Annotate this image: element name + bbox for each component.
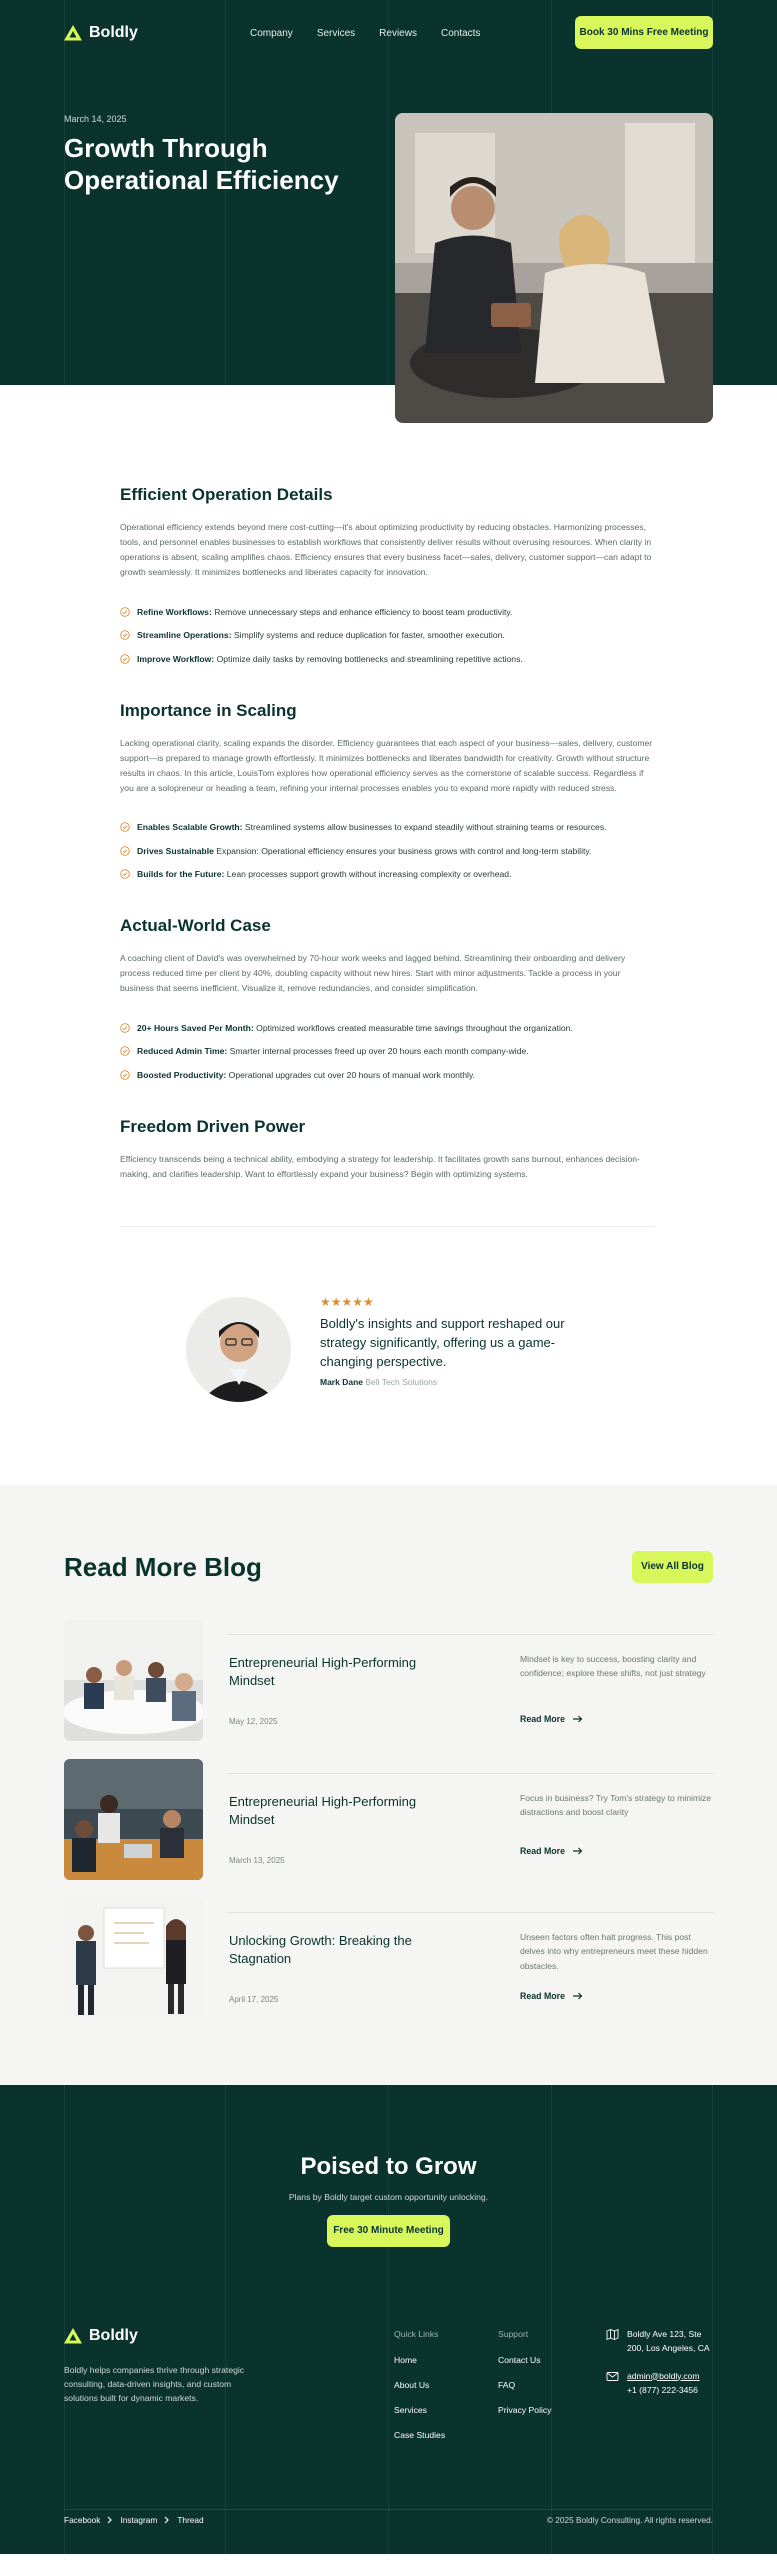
author-name: Mark Dane	[320, 1376, 363, 1387]
navbar	[64, 16, 713, 50]
check-circle-icon	[120, 1070, 130, 1080]
post-image	[64, 1759, 203, 1880]
list-item	[120, 1016, 654, 1040]
quick-links-title: Quick Links	[394, 2328, 439, 2339]
post-date: April 17, 2025	[229, 1994, 279, 2004]
list-item	[120, 1040, 654, 1064]
footer-phone: +1 (877) 222-3456	[627, 2384, 698, 2395]
footer-link-home[interactable]: Home	[394, 2354, 417, 2365]
nav-link-reviews[interactable]: Reviews	[379, 27, 417, 39]
blog-post[interactable]	[64, 1759, 713, 1880]
address-line-1: Boldly Ave 123, Ste	[627, 2328, 702, 2339]
nav-links	[250, 28, 480, 39]
cta-subtitle: Plans by Boldly target custom opportunity unlocking.	[288, 2191, 489, 2202]
hero-date: March 14, 2025	[64, 114, 127, 124]
author-company: Bell Tech Solutions	[365, 1376, 438, 1387]
section-heading: Importance in Scaling	[120, 700, 297, 720]
footer	[0, 2085, 777, 2554]
bullet-label: Boosted Productivity:	[137, 1069, 227, 1080]
list-item	[120, 1063, 654, 1087]
nav-link-contacts[interactable]: Contacts	[440, 27, 481, 39]
check-circle-icon	[120, 1046, 130, 1056]
check-circle-icon	[120, 869, 130, 879]
section-body: Lacking operational clarity, scaling expands the disorder. Efficiency guarantees that each aspect of your business—sales, delivery, customer support—is prepared to manage growth effortlessly. It minimizes bottlenecks and liberates bandwidth for creativity. Growth without structure results in chaos. In this article, LouisTom explores how operational efficiency serves as the cornerstone of scalable success. Regardless if you are a solopreneur or heading a team, refining your internal processes enables you to expand more rapidly with reduced stress.	[120, 737, 653, 793]
bullet-text: Remove unnecessary steps and enhance efficiency to boost team productivity.	[211, 606, 513, 617]
bullet-label: Reduced Admin Time:	[137, 1046, 228, 1057]
blog-post[interactable]	[64, 1898, 713, 2019]
bullet-label: Drives Sustainable	[137, 845, 214, 856]
footer-link-faq[interactable]: FAQ	[498, 2379, 516, 2390]
blog-title: Read More Blog	[64, 1551, 262, 1582]
list-item	[120, 624, 654, 648]
footer-address	[606, 2327, 710, 2355]
social-link-thread[interactable]: Thread	[177, 2514, 204, 2525]
bullet-list	[120, 816, 654, 887]
check-circle-icon	[120, 607, 130, 617]
bullet-label: Improve Workflow:	[137, 653, 215, 664]
post-date: March 13, 2025	[229, 1855, 285, 1865]
bullet-label: Builds for the Future:	[137, 869, 225, 880]
check-circle-icon	[120, 1023, 130, 1033]
testimonial-quote: Boldly's insights and support reshaped our strategy significantly, offering us a game-changing perspective.	[320, 1315, 565, 1369]
social-links	[64, 2515, 204, 2525]
post-excerpt: Unseen factors often halt progress. This post delves into why entrepreneurs meet these hidden obstacles.	[520, 1931, 708, 1971]
post-title[interactable]: Entrepreneurial High-Performing Mindset	[229, 1654, 417, 1688]
book-meeting-button[interactable]: Book 30 Mins Free Meeting	[575, 16, 713, 49]
bullet-text: Lean processes support growth without increasing complexity or overhead.	[224, 869, 512, 880]
copyright: © 2025 Boldly Consulting. All rights reserved.	[546, 2514, 713, 2525]
avatar	[186, 1297, 291, 1402]
logo-text: Boldly	[89, 24, 138, 41]
logo-icon	[64, 25, 82, 41]
divider	[228, 1634, 713, 1635]
check-circle-icon	[120, 654, 130, 664]
post-excerpt: Focus in business? Try Tom's strategy to minimize distractions and boost clarity	[520, 1792, 712, 1817]
bullet-text: Expansion: Operational efficiency ensures your business grows with control and long-term stability.	[213, 845, 592, 856]
hero-image	[395, 113, 713, 423]
article	[0, 385, 777, 1227]
bullet-text: Simplify systems and reduce duplication for faster, smoother execution.	[231, 630, 505, 641]
arrow-right-icon	[573, 1847, 583, 1855]
post-date: May 12, 2025	[229, 1716, 278, 1726]
post-image	[64, 1620, 203, 1741]
testimonial	[0, 1227, 777, 1485]
bullet-text: Operational upgrades cut over 20 hours of manual work monthly.	[226, 1069, 476, 1080]
arrow-right-icon	[573, 1992, 583, 2000]
footer-link-case-studies[interactable]: Case Studies	[394, 2429, 446, 2440]
read-more-label: Read More	[520, 1845, 565, 1856]
footer-link-privacy[interactable]: Privacy Policy	[498, 2404, 552, 2415]
hero-section	[0, 0, 777, 385]
hero-title: Growth Through Operational Efficiency	[64, 133, 339, 195]
bullet-list	[120, 1016, 654, 1087]
free-meeting-button[interactable]: Free 30 Minute Meeting	[327, 2215, 450, 2247]
check-circle-icon	[120, 822, 130, 832]
testimonial-author	[320, 1377, 437, 1387]
read-more-link[interactable]	[520, 1714, 583, 1724]
check-circle-icon	[120, 630, 130, 640]
read-more-link[interactable]	[520, 1846, 583, 1856]
address-line-2: 200, Los Angeles, CA	[627, 2342, 710, 2353]
article-content	[120, 485, 654, 1182]
support-links	[498, 2329, 551, 2430]
footer-link-about[interactable]: About Us	[394, 2379, 430, 2390]
footer-email[interactable]: admin@boldly.com	[627, 2370, 700, 2381]
quick-links	[394, 2329, 445, 2455]
list-item	[120, 863, 654, 887]
check-circle-icon	[120, 846, 130, 856]
chevron-right-icon	[107, 2516, 113, 2524]
mail-icon	[606, 2370, 619, 2383]
footer-link-services[interactable]: Services	[394, 2404, 427, 2415]
support-title: Support	[498, 2328, 529, 2339]
bullet-text: Optimized workflows created measurable time savings throughout the organization.	[253, 1022, 573, 1033]
social-link-facebook[interactable]: Facebook	[64, 2514, 101, 2525]
post-excerpt: Mindset is key to success, boosting clarity and confidence; explore these shifts, not just strategy	[520, 1653, 706, 1678]
read-more-label: Read More	[520, 1713, 565, 1724]
blog-section	[0, 1485, 777, 2085]
map-icon	[606, 2328, 619, 2341]
arrow-right-icon	[573, 1715, 583, 1723]
section-body: A coaching client of David's was overwhelmed by 70-hour work weeks and lagged behind. Streamlining their onboarding and delivery process reduced time per client by 40%, doubling capacity without new hires. Start with minor adjustments. Tackle a process in your business that seems inefficient. Visualize it, remove redundancies, and consider simplification.	[120, 953, 626, 993]
nav-link-company[interactable]: Company	[250, 27, 293, 39]
bullet-text: Smarter internal processes freed up over 20 hours each month company-wide.	[227, 1046, 529, 1057]
list-item	[120, 600, 654, 624]
list-item	[120, 839, 654, 863]
list-item	[120, 647, 654, 671]
section-body: Operational efficiency extends beyond mere cost-cutting—it's about optimizing productivity by reducing obstacles. Harmonizing processes, tools, and personnel enables businesses to establish workflows that consistently deliver results without overusing resources. When clarity in operations is absent, scaling amplifies chaos. Efficiency ensures that every business facet—sales, delivery, customer support—can adapt to growth seamlessly. It minimizes bottlenecks and liberates capacity for innovation.	[120, 522, 652, 577]
post-image	[64, 1898, 203, 2019]
divider	[228, 1773, 713, 1774]
post-title[interactable]: Unlocking Growth: Breaking the Stagnation	[229, 1932, 412, 1966]
section-heading: Efficient Operation Details	[120, 485, 333, 504]
post-title[interactable]: Entrepreneurial High-Performing Mindset	[229, 1793, 417, 1827]
section-body: Efficiency transcends being a technical ability, embodying a strategy for leadership. It facilitates growth sans burnout, enhances decision-making, and clarifies leadership. Want to effortlessly expand your business? Begin with optimizing systems.	[120, 1153, 640, 1179]
blog-post[interactable]	[64, 1620, 713, 1741]
footer-link-contact[interactable]: Contact Us	[498, 2354, 541, 2365]
logo[interactable]	[64, 24, 138, 42]
divider	[228, 1912, 713, 1913]
divider	[64, 2509, 713, 2510]
footer-logo[interactable]	[64, 2327, 138, 2345]
list-item	[120, 816, 654, 840]
social-link-instagram[interactable]: Instagram	[120, 2514, 158, 2525]
nav-link-services[interactable]: Services	[316, 27, 356, 39]
bullet-label: Streamline Operations:	[137, 630, 232, 641]
section-heading: Freedom Driven Power	[120, 1116, 306, 1136]
logo-text: Boldly	[89, 2326, 138, 2344]
chevron-right-icon	[164, 2516, 170, 2524]
bullet-label: Refine Workflows:	[137, 606, 212, 617]
cta-title: Poised to Grow	[300, 2152, 477, 2180]
logo-icon	[64, 2328, 82, 2344]
view-all-blog-button[interactable]: View All Blog	[632, 1551, 713, 1583]
rating-stars: ★★★★★	[320, 1294, 374, 1309]
bullet-text: Optimize daily tasks by removing bottlenecks and streamlining repetitive actions.	[214, 653, 523, 664]
footer-description: Boldly helps companies thrive through strategic consulting, data-driven insights, and custom solutions built for dynamic markets.	[64, 2364, 245, 2403]
bullet-label: Enables Scalable Growth:	[137, 822, 243, 833]
footer-contact	[606, 2369, 700, 2397]
bullet-label: 20+ Hours Saved Per Month:	[137, 1022, 254, 1033]
read-more-label: Read More	[520, 1990, 565, 2001]
section-heading: Actual-World Case	[120, 916, 271, 935]
read-more-link[interactable]	[520, 1991, 583, 2001]
bullet-text: Streamlined systems allow businesses to expand steadily without straining teams or resources.	[242, 822, 607, 833]
bullet-list	[120, 600, 654, 671]
